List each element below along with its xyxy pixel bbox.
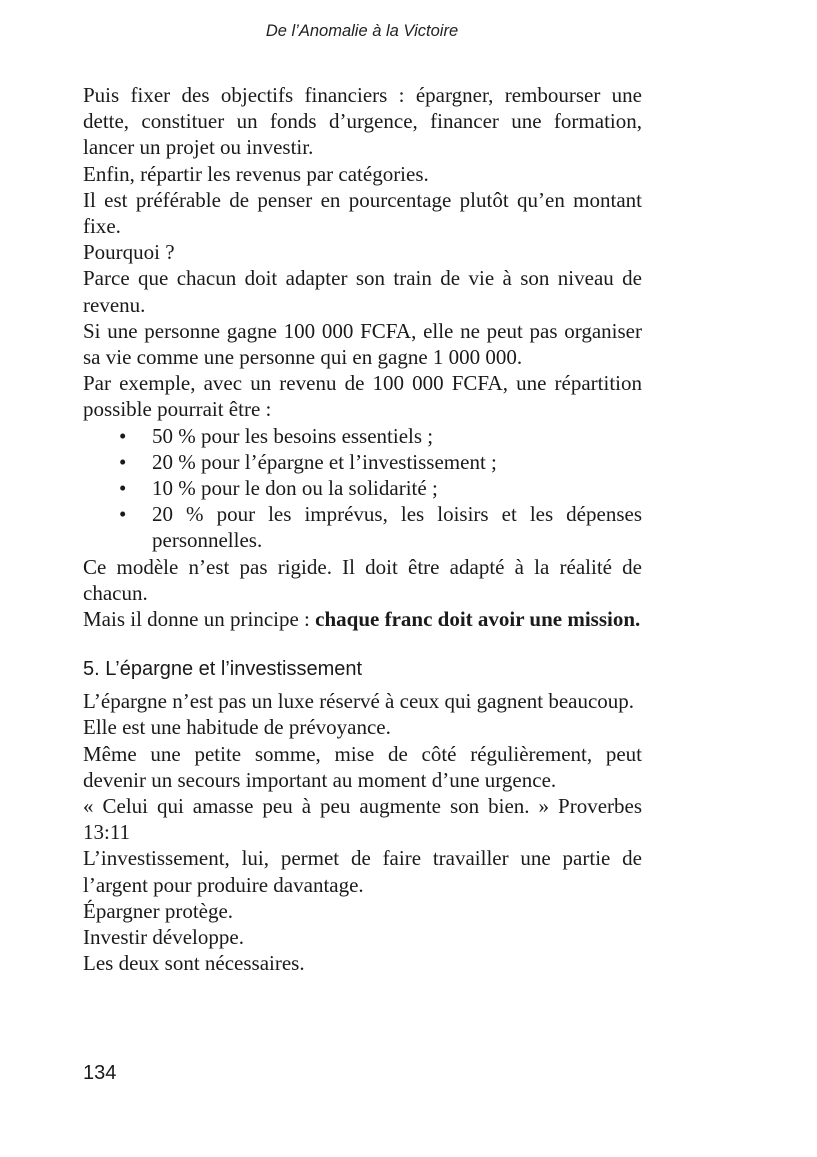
paragraph: Épargner protège.: [83, 898, 234, 923]
list-item: [83, 475, 642, 501]
paragraph: L’épargne n’est pas un luxe réservé à ceux qui gagnent beaucoup.: [83, 689, 635, 714]
page-body: [83, 82, 642, 977]
bullet-icon: •: [119, 449, 127, 474]
bullet-icon: •: [119, 476, 127, 501]
paragraph: Les deux sont nécessaires.: [83, 951, 305, 976]
section-heading: 5. L’épargne et l’investissement: [83, 658, 363, 681]
paragraph: Elle est une habitude de prévoyance.: [83, 715, 391, 740]
list-item: [83, 449, 642, 475]
paragraph: Puis fixer des objectifs financiers : épargner, rembourser une dette, constituer un fonds d’urgence, financer une formation, lancer un projet ou investir.: [83, 83, 642, 160]
list-item-text: 10 % pour le don ou la solidarité ;: [152, 476, 438, 501]
paragraph: Enfin, répartir les revenus par catégories.: [83, 161, 429, 186]
principle-paragraph: [83, 606, 642, 632]
list-item-text: 20 % pour les imprévus, les loisirs et les dépenses personnelles.: [152, 502, 642, 553]
page-number: 134: [83, 1062, 117, 1084]
list-item: [83, 501, 642, 553]
list-item: [83, 423, 642, 449]
list-item-text: 50 % pour les besoins essentiels ;: [152, 423, 434, 448]
bullet-icon: •: [119, 502, 127, 527]
paragraph: Ce modèle n’est pas rigide. Il doit être adapté à la réalité de chacun.: [83, 554, 642, 605]
paragraph: Investir développe.: [83, 925, 244, 950]
paragraph: L’investissement, lui, permet de faire travailler une partie de l’argent pour produire davantage.: [83, 846, 642, 897]
paragraph: Si une personne gagne 100 000 FCFA, elle ne peut pas organiser sa vie comme une personne qui en gagne 1 000 000.: [83, 318, 642, 370]
paragraph: Par exemple, avec un revenu de 100 000 FCFA, une répartition possible pourrait être :: [83, 371, 642, 422]
bullet-icon: •: [119, 423, 127, 448]
paragraph: Même une petite somme, mise de côté régulièrement, peut devenir un secours important au moment d’une urgence.: [83, 741, 642, 792]
paragraph: Pourquoi ?: [83, 240, 175, 265]
paragraph: Parce que chacun doit adapter son train de vie à son niveau de revenu.: [83, 266, 642, 317]
paragraph: Il est préférable de penser en pourcentage plutôt qu’en montant fixe.: [83, 187, 642, 239]
list-item-text: 20 % pour l’épargne et l’investissement ;: [152, 449, 497, 474]
budget-allocation-list: [83, 423, 642, 554]
principle-lead: Mais il donne un principe :: [83, 607, 316, 632]
scripture-quote: « Celui qui amasse peu à peu augmente son bien. » Proverbes 13:11: [83, 794, 642, 845]
principle-emphasis: chaque franc doit avoir une mission.: [315, 607, 641, 632]
running-header: De l’Anomalie à la Victoire: [265, 22, 459, 40]
